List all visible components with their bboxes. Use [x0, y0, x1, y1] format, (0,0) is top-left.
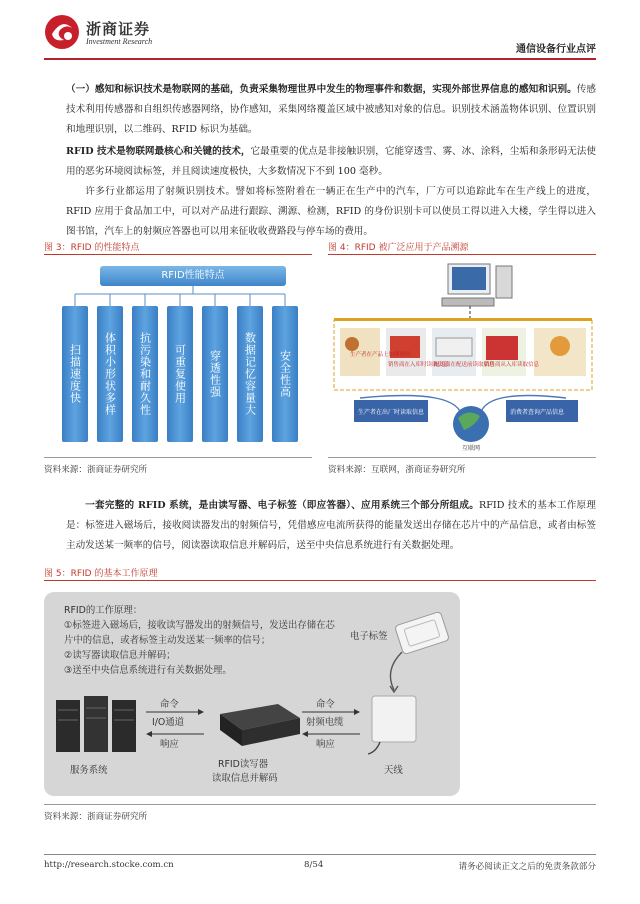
header-report-type: 通信设备行业点评 [516, 44, 596, 55]
page-number: 8/54 [304, 860, 324, 870]
paragraph-body: 传感技术利用传感器和自组织传感器网络，协作感知，采集网络覆盖区域中被感知对象的信息。识别技术涵盖物体识别、位置识别和地理识别，以二维码、RFID 标识为基础。 [66, 84, 597, 135]
tag-label: 电子标签 [350, 631, 388, 642]
figure5-source: 资料来源：浙商证券研究所 [44, 812, 148, 822]
io-arrows [144, 708, 206, 738]
io-channel-label: I/O通道 [152, 717, 185, 728]
feature-column: 数据记忆容量大 [237, 306, 263, 442]
paragraph-lead: RFID 技术是物联网最核心和关键的技术， [66, 146, 251, 157]
fig4-label: 互联网 [462, 445, 481, 452]
fig4-label: 生产者在出厂时读取信息 [358, 409, 425, 416]
figure3-caption-line [44, 254, 312, 255]
footer-disclaimer: 请务必阅读正文之后的免责条款部分 [458, 862, 596, 872]
feature-column: 安全性高 [272, 306, 298, 442]
paragraph-perception [66, 80, 596, 140]
fig4-label: 销售商在入库时读取信息 [388, 362, 449, 368]
footer-divider [44, 854, 596, 855]
figure5-caption-line [44, 580, 596, 581]
logo-subtext: Investment Research [86, 37, 153, 46]
figure3-connectors [60, 286, 300, 308]
paragraph-body: 它最重要的优点是非接触识别，它能穿透雪、雾、冰、涂料，尘垢和条形码无法使用的恶劣环境阅读标签，并且阅读速度极快，大多数情况下不到 100 毫秒。 [66, 146, 597, 177]
figure3-source: 资料来源：浙商证券研究所 [44, 465, 148, 475]
figure4-source: 资料来源：互联网，浙商证券研究所 [328, 465, 466, 475]
rf-arrows [300, 708, 362, 738]
figure3-title: RFID性能特点 [100, 266, 286, 286]
reader-sublabel: 读取信息并解码 [212, 773, 278, 784]
response-left-label: 响应 [160, 739, 179, 750]
server-image [56, 696, 138, 754]
reader-label: RFID读写器 [218, 759, 269, 770]
figure5-bottom-line [44, 804, 596, 805]
logo-text: 浙商证券 [86, 20, 151, 38]
principle-title: RFID的工作原理： [64, 605, 143, 616]
paragraph-lead: 一套完整的 RFID 系统，是由读写器、电子标签（即应答器）、应用系统三个部分所组成。 [85, 500, 480, 511]
principle-step: ②读写器读取信息并解码； [64, 650, 176, 661]
fig4-label: 消费者查询产品信息 [510, 409, 565, 416]
fig4-label: 生产者在产品上加溯源码 [350, 352, 411, 358]
antenna-image [366, 694, 422, 756]
paragraph-rfid-core [66, 142, 596, 182]
rf-cable-label: 射频电缆 [306, 717, 344, 728]
response-right-label: 响应 [316, 739, 335, 750]
feature-column: 穿透性强 [202, 306, 228, 442]
header-divider [44, 58, 596, 60]
figure4-bottom-line [328, 457, 596, 458]
principle-step: ③送至中央信息系统进行有关数据处理。 [64, 665, 232, 676]
figure4-caption: 图 4：RFID 被广泛应用于产品溯源 [328, 243, 469, 253]
footer-url[interactable]: http://research.stocke.com.cn [44, 860, 174, 870]
figure3-bottom-line [44, 457, 312, 458]
figure5-principle-text [64, 603, 344, 678]
rfid-reader-image [212, 700, 302, 754]
feature-column: 可重复使用 [167, 306, 193, 442]
fig4-label: 配送商在配送前读取信息 [434, 362, 495, 368]
paragraph-applications: 许多行业都运用了射频识别技术。譬如将标签附着在一辆正在生产中的汽车，厂方可以追踪此车在生产线上的进度，RFID 应用于食品加工中，可以对产品进行跟踪、溯源、检测，RFID 的身份识别卡可以使员工得以进入大楼，学生得以进入图书馆，汽车上的射频应答器也可以用来征收收费路段与停车场的费用。 [66, 186, 596, 237]
signal-arrow [380, 650, 410, 694]
antenna-label: 天线 [384, 765, 403, 776]
figure3-caption: 图 3：RFID 的性能特点 [44, 243, 140, 253]
paragraph-body: RFID 技术的基本工作原理是：标签进入磁场后，接收阅读器发出的射频信号，凭借感应电流所获得的能量发送出存储在芯片中的产品信息，或者由标签主动发送某一频率的信号，阅读器读取信息并解码后，送至中央信息系统进行有关数据处理。 [66, 500, 596, 551]
feature-column: 扫描速度快 [62, 306, 88, 442]
server-label: 服务系统 [70, 765, 108, 776]
command-right-label: 命令 [316, 699, 335, 710]
figure4-caption-line [328, 254, 596, 255]
feature-column: 抗污染和耐久性 [132, 306, 158, 442]
paragraph-rfid-system [66, 496, 596, 556]
fig4-label: 销售商从入库读取信息 [484, 362, 540, 368]
figure5-caption: 图 5：RFID 的基本工作原理 [44, 569, 158, 579]
feature-column: 体积小形状多样 [97, 306, 123, 442]
figure4-traceability-illustration [330, 258, 596, 454]
logo-mark [44, 14, 80, 50]
principle-step: ①标签进入磁场后，接收读写器发出的射频信号，发送出存储在芯片中的信息，或者标签主动发送某一频率的信号； [64, 620, 335, 646]
paragraph-lead: （一）感知和标识技术是物联网的基础，负责采集物理世界中发生的物理事件和数据，实现外部世界信息的感知和识别。 [66, 84, 577, 95]
command-left-label: 命令 [160, 699, 179, 710]
